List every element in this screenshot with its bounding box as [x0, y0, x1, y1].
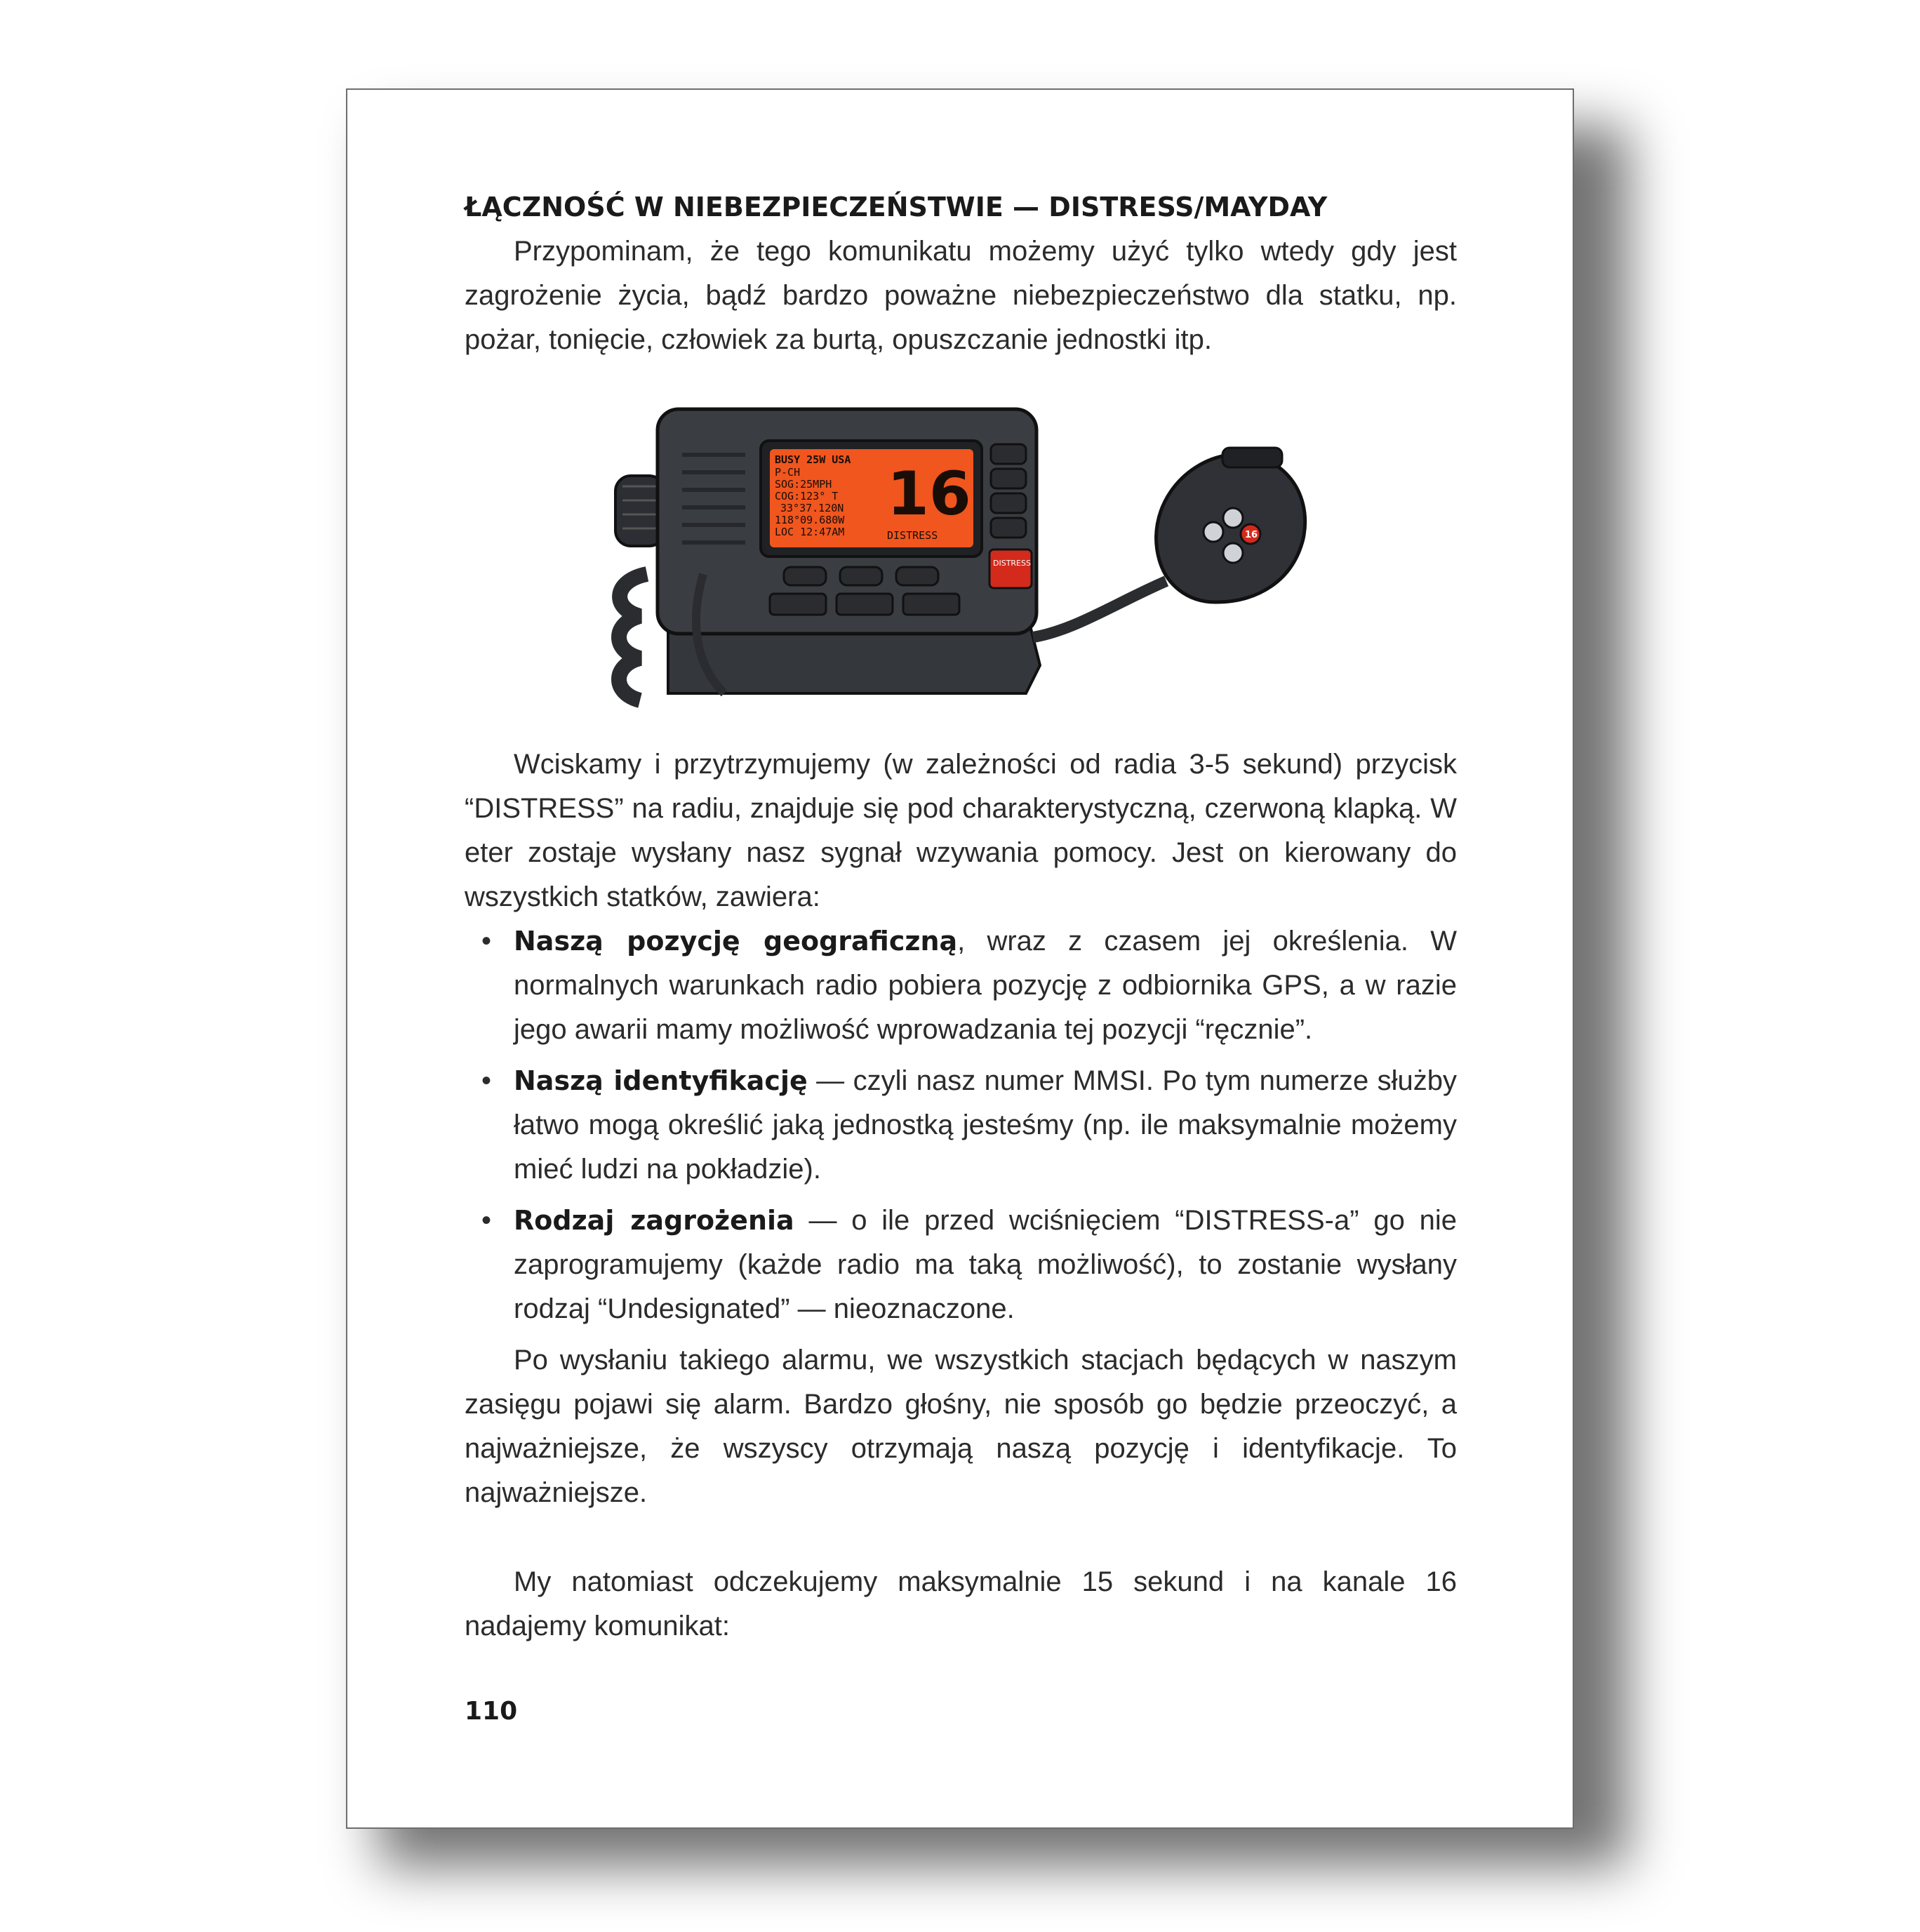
list-item-lead: Rodzaj zagrożenia	[514, 1205, 794, 1236]
display-line-4: 33°37.120N	[780, 502, 844, 514]
alarm-paragraph: Po wysłaniu takiego alarmu, we wszystkich stacjach będących w naszym zasięgu pojawi się alarm. Bardzo głośny, nie sposób go będzie przeoczyć, a najważniejsze, że wszyscy otrzymają naszą pozycję i identyfikacje. To najważniejsze.	[465, 1345, 1457, 1508]
display-line-3: COG:123° T	[775, 490, 839, 502]
final-paragraph: My natomiast odczekujemy maksymalnie 15 sekund i na kanale 16 nadajemy komunikat:	[465, 1566, 1457, 1641]
mic-channel-label: 16	[1245, 530, 1258, 540]
page-number: 110	[465, 1697, 518, 1726]
distress-button-label: DISTRESS	[993, 559, 1031, 568]
list-item-lead: Naszą pozycję geograficzną	[514, 926, 958, 957]
bullet-symbol: •	[481, 1205, 492, 1236]
bullet-symbol: •	[481, 926, 492, 957]
list-item-text: — o ile przed wciśnięciem “DISTRESS-a” go nie zaprogramujemy (każde radio ma taką możliwość), to zostanie wysłany rodzaj “Undesignated” — nieoznaczone.	[514, 1205, 1457, 1324]
page-content	[465, 185, 1457, 1648]
intro-paragraph: Przypominam, że tego komunikatu możemy użyć tylko wtedy gdy jest zagrożenie życia, bądź bardzo poważne niebezpieczeństwo dla statku, np. pożar, tonięcie, człowiek za burtą, opuszczanie jednostki itp.	[465, 236, 1457, 355]
coiled-cord	[619, 574, 647, 700]
display-line-2: SOG:25MPH	[775, 478, 832, 491]
display-line-5: 118°09.680W	[775, 514, 845, 526]
section-heading: ŁĄCZNOŚĆ W NIEBEZPIECZEŃSTWIE — DISTRESS/MAYDAY	[465, 192, 1328, 222]
bullet-symbol: •	[481, 1065, 492, 1096]
distress-contents-list	[465, 919, 1457, 1331]
vhf-radio-illustration	[584, 371, 1335, 721]
list-item-text: , wraz z czasem jej określenia. W normalnych warunkach radio pobiera pozycję z odbiornika GPS, a w razie jego awarii mamy możliwość wprowadzania tej pozycji “ręcznie”.	[514, 926, 1457, 1045]
mic-cable	[1033, 581, 1166, 637]
list-item	[465, 1199, 1457, 1331]
list-item	[465, 919, 1457, 1052]
hand-microphone	[1156, 448, 1305, 602]
display-line-6: LOC 12:47AM	[775, 526, 845, 538]
distress-button	[989, 549, 1032, 588]
list-item-lead: Naszą identyfikację	[514, 1065, 808, 1096]
display-channel: 16	[887, 459, 971, 529]
display-mode: DISTRESS	[887, 529, 938, 542]
distress-paragraph: Wciskamy i przytrzymujemy (w zależności od radia 3-5 sekund) przycisk “DISTRESS” na radiu, znajduje się pod charakterystyczną, czerwoną klapką. W eter zostaje wysłany nasz sygnał wzywania pomocy. Jest on kierowany do wszystkich statków, zawiera:	[465, 749, 1457, 912]
book-page	[346, 88, 1574, 1829]
display-status: BUSY 25W USA	[775, 453, 851, 466]
list-item-text: — czyli nasz numer MMSI. Po tym numerze służby łatwo mogą określić jaką jednostką jesteśmy (np. ile maksymalnie możemy mieć ludzi na pokładzie).	[514, 1065, 1457, 1185]
display-line-1: P-CH	[775, 466, 801, 479]
list-item	[465, 1059, 1457, 1192]
